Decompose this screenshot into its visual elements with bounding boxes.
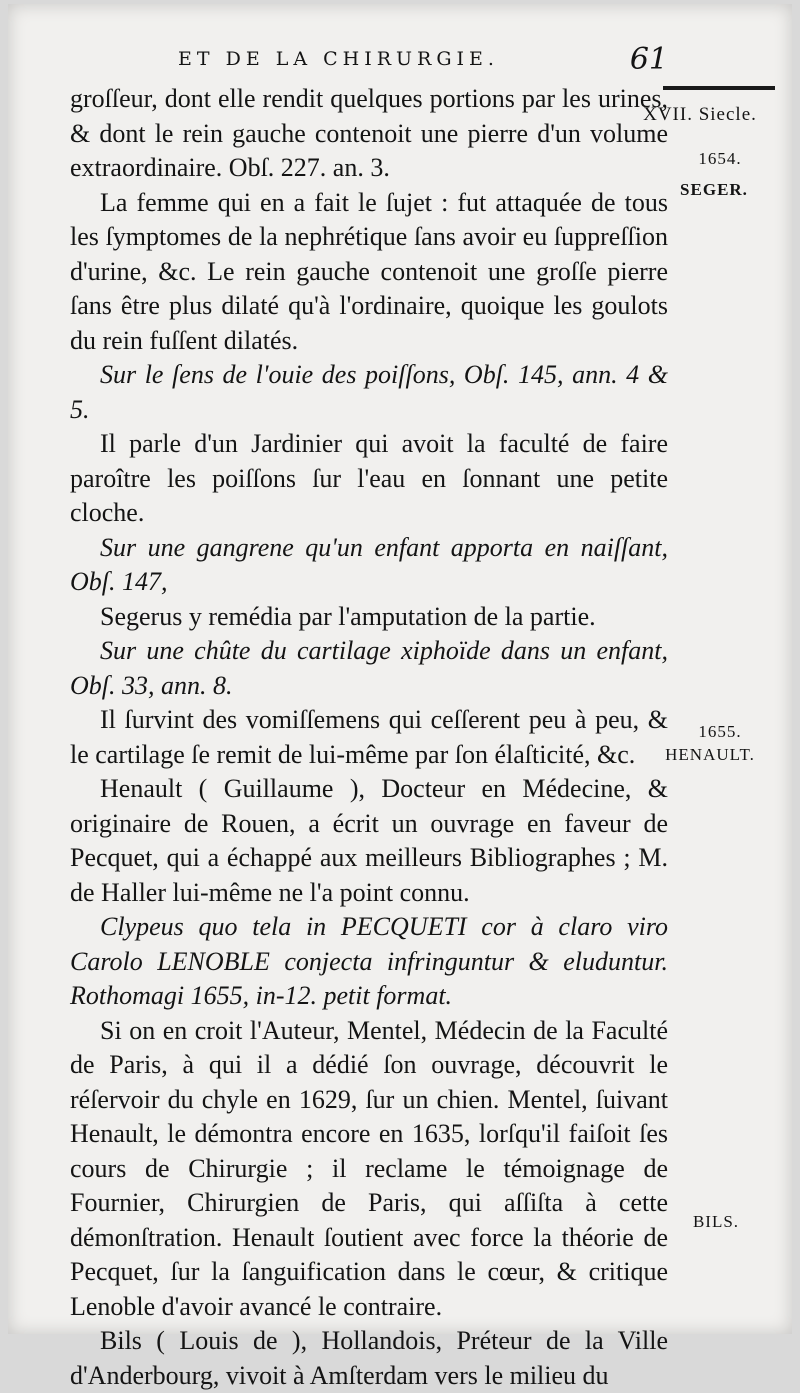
book-page <box>8 4 792 1390</box>
margin-name-henault: HENAULT. <box>665 745 755 764</box>
paragraph: Il ſurvint des vomiſſemens qui ceſſerent peu à peu, & le cartilage ſe remit de lui-même par ſon élaſticité, &c. <box>70 705 668 769</box>
paragraph: La femme qui en a fait le ſujet : fut attaquée de tous les ſymptomes de la nephrétique ſans avoir eu ſuppreſſion d'urine, &c. Le rein gauche contenoit une groſſe pierre ſans être plus dilaté qu'à l'ordinaire, quoique les goulots du rein fuſſent dilatés. <box>70 187 668 355</box>
paragraph: Bils ( Louis de ), Hollandois, Préteur de la Ville d'Anderbourg, vivoit à Amſterdam vers le milieu du <box>70 1326 668 1390</box>
margin-year-1654: 1654. <box>698 149 742 168</box>
paragraph: Si on en croit l'Auteur, Mentel, Médecin de la Faculté de Paris, à qui il a dédié ſon ouvrage, découvrit le réſervoir du chyle en 1629, ſur un chien. Mentel, ſuivant Henault, le démontra encore en 1635, lorſqu'il faiſoit ſes cours de Chirurgie ; il reclame le témoignage de Fournier, Chirurgien de Paris, qui aſſiſta à cette démonſtration. Henault ſoutient avec force la théorie de Pecquet, ſur la ſanguification dans le cœur, & critique Lenoble d'avoir avancé le contraire. <box>70 1015 668 1321</box>
margin-name-bils: BILS. <box>692 1212 740 1231</box>
paragraph: Il parle d'un Jardinier qui avoit la faculté de faire paroître les poiſſons ſur l'eau en ſonnant une petite cloche. <box>70 429 668 527</box>
paragraph: Sur le ſens de l'ouie des poiſſons, Obſ. 145, ann. 4 & 5. <box>70 360 668 424</box>
paragraph: Henault ( Guillaume ), Docteur en Médecine, & originaire de Rouen, a écrit un ouvrage en faveur de Pecquet, qui a échappé aux meilleurs Bibliographes ; M. de Haller lui-même ne l'a point connu. <box>70 774 668 907</box>
body-text <box>70 82 668 1393</box>
page-number: 61 <box>629 42 668 77</box>
running-title: ET DE LA CHIRURGIE. <box>178 48 499 70</box>
margin-century: XVII. Siecle. <box>643 104 757 125</box>
paragraph: Sur une gangrene qu'un enfant apporta en naiſſant, Obſ. 147, <box>70 532 668 596</box>
paragraph: Sur une chûte du cartilage xiphoïde dans un enfant, Obſ. 33, ann. 8. <box>70 636 668 700</box>
paragraph: Segerus y remédia par l'amputation de la partie. <box>100 601 596 631</box>
paragraph: Clypeus quo tela in PECQUETI cor à claro viro Carolo LENOBLE conjecta infringuntur & eluduntur. Rothomagi 1655, in-12. petit format. <box>70 912 668 1010</box>
margin-year-1655: 1655. <box>698 722 742 741</box>
header-rule <box>663 86 775 90</box>
paragraph: groſſeur, dont elle rendit quelques portions par les urines, & dont le rein gauche contenoit une pierre d'un volume extraordinaire. Obſ. 227. an. 3. <box>70 84 668 182</box>
margin-name-seger: SEGER. <box>680 180 748 199</box>
